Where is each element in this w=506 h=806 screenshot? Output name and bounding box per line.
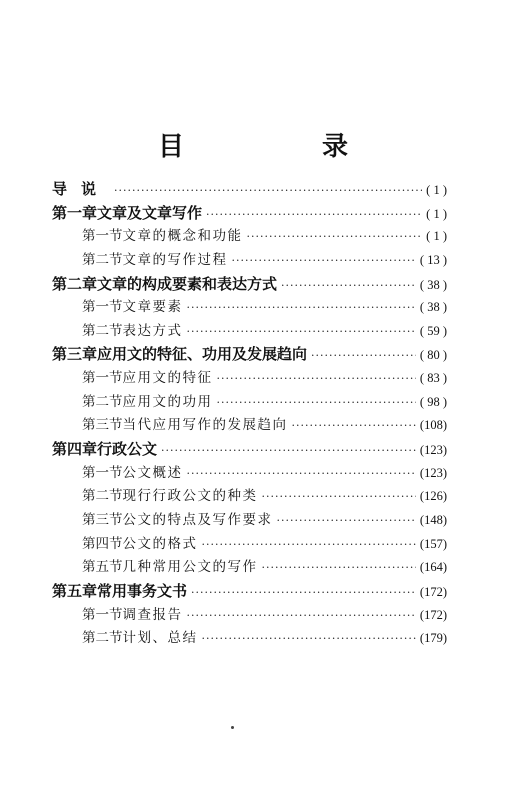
toc-section-4-4[interactable] — [52, 533, 447, 557]
entry-number: 第二节 — [82, 322, 123, 339]
entry-label: 文章要素 — [122, 299, 183, 316]
entry-number: 第一节 — [82, 299, 123, 316]
entry-label: 调查报告 — [122, 606, 183, 623]
dot-leader — [114, 185, 422, 196]
entry-number: 第二章 — [52, 274, 98, 293]
toc-chapter-2[interactable] — [52, 273, 447, 297]
entry-page-number: (179) — [419, 631, 447, 646]
entry-label: 表达方式 — [122, 322, 183, 339]
entry-label: 应用文的特征 — [122, 370, 213, 387]
dot-leader — [292, 420, 416, 431]
dot-leader — [202, 539, 416, 550]
scan-speck — [231, 726, 234, 729]
entry-page-number: (126) — [419, 489, 447, 504]
entry-page-number: (123) — [419, 465, 447, 480]
dot-leader — [187, 302, 416, 313]
entry-page-number: (157) — [419, 536, 447, 551]
toc-list — [52, 178, 447, 651]
entry-page-number: (108) — [419, 418, 447, 433]
entry-number: 第五章 — [52, 581, 98, 600]
entry-page-number: ( 1 ) — [426, 183, 447, 197]
entry-label: 现行行政公文的种类 — [122, 488, 258, 505]
entry-page-number: ( 1 ) — [426, 206, 447, 221]
page-title: 目 录 — [157, 132, 404, 162]
dot-leader — [277, 515, 416, 526]
toc-section-5-2[interactable] — [52, 627, 447, 651]
entry-page-number: (123) — [419, 443, 447, 458]
toc-section-3-3[interactable] — [52, 414, 447, 438]
dot-leader — [161, 445, 416, 456]
toc-chapter-5[interactable] — [52, 580, 447, 604]
dot-leader — [262, 562, 416, 573]
entry-label: 应用文的特征、功用及发展趋向 — [97, 345, 308, 364]
entry-page-number: (148) — [419, 512, 447, 527]
entry-number: 第一节 — [82, 606, 123, 623]
toc-section-3-1[interactable] — [52, 367, 447, 391]
entry-label: 行政公文 — [97, 440, 158, 459]
dot-leader — [311, 350, 416, 361]
entry-label: 文章及文章写作 — [97, 203, 203, 222]
dot-leader — [262, 491, 416, 502]
entry-number: 第四节 — [82, 535, 123, 552]
toc-section-1-2[interactable] — [52, 249, 447, 273]
entry-page-number: (164) — [419, 560, 447, 575]
toc-chapter-3[interactable] — [52, 343, 447, 367]
entry-label: 文章的概念和功能 — [122, 228, 243, 245]
entry-page-number: ( 13 ) — [419, 252, 447, 267]
entry-page-number: ( 98 ) — [419, 394, 447, 409]
entry-number: 第五节 — [82, 559, 123, 576]
entry-page-number: ( 59 ) — [419, 323, 447, 338]
dot-leader — [206, 209, 422, 220]
toc-section-5-1[interactable] — [52, 604, 447, 628]
toc-section-3-2[interactable] — [52, 391, 447, 415]
entry-page-number: ( 80 ) — [419, 348, 447, 363]
toc-section-4-5[interactable] — [52, 556, 447, 580]
entry-page-number: (172) — [419, 584, 447, 599]
dot-leader — [187, 326, 416, 337]
entry-label: 文章的构成要素和表达方式 — [97, 274, 278, 293]
entry-label: 公文的格式 — [122, 535, 198, 552]
entry-label: 几种常用公文的写作 — [122, 559, 258, 576]
toc-section-2-1[interactable] — [52, 296, 447, 320]
entry-page-number: ( 38 ) — [419, 277, 447, 292]
toc-section-4-1[interactable] — [52, 462, 447, 486]
entry-label: 当代应用写作的发展趋向 — [122, 417, 288, 434]
dot-leader — [281, 280, 416, 291]
entry-number: 第一节 — [82, 464, 123, 481]
entry-number: 第二节 — [82, 488, 123, 505]
entry-number: 第一节 — [82, 228, 123, 245]
dot-leader — [187, 468, 416, 479]
entry-number: 第四章 — [52, 440, 98, 459]
entry-page-number: (172) — [419, 607, 447, 622]
toc-entry-intro[interactable] — [52, 178, 447, 202]
entry-number: 第二节 — [82, 393, 123, 410]
entry-label: 应用文的功用 — [122, 393, 213, 410]
entry-number: 第三节 — [82, 511, 123, 528]
entry-number: 导说 — [52, 180, 111, 198]
toc-section-4-2[interactable] — [52, 485, 447, 509]
entry-label: 计划、总结 — [122, 630, 198, 647]
entry-number: 第二节 — [82, 630, 123, 647]
toc-section-2-2[interactable] — [52, 320, 447, 344]
entry-page-number: ( 38 ) — [419, 300, 447, 315]
entry-label: 公文概述 — [122, 464, 183, 481]
entry-label: 常用事务文书 — [97, 581, 188, 600]
toc-section-4-3[interactable] — [52, 509, 447, 533]
entry-number: 第一节 — [82, 370, 123, 387]
entry-number: 第三节 — [82, 417, 123, 434]
entry-page-number: ( 1 ) — [426, 229, 447, 244]
toc-section-1-1[interactable] — [52, 225, 447, 249]
dot-leader — [232, 255, 416, 266]
entry-page-number: ( 83 ) — [419, 371, 447, 386]
dot-leader — [217, 397, 416, 408]
toc-chapter-1[interactable] — [52, 202, 447, 226]
dot-leader — [217, 373, 416, 384]
dot-leader — [247, 231, 423, 242]
entry-number: 第一章 — [52, 203, 98, 222]
dot-leader — [191, 587, 416, 598]
toc-chapter-4[interactable] — [52, 438, 447, 462]
dot-leader — [187, 610, 416, 621]
entry-label: 公文的特点及写作要求 — [122, 511, 273, 528]
dot-leader — [202, 633, 416, 644]
entry-label: 文章的写作过程 — [122, 251, 228, 268]
entry-number: 第三章 — [52, 345, 98, 364]
entry-number: 第二节 — [82, 251, 123, 268]
